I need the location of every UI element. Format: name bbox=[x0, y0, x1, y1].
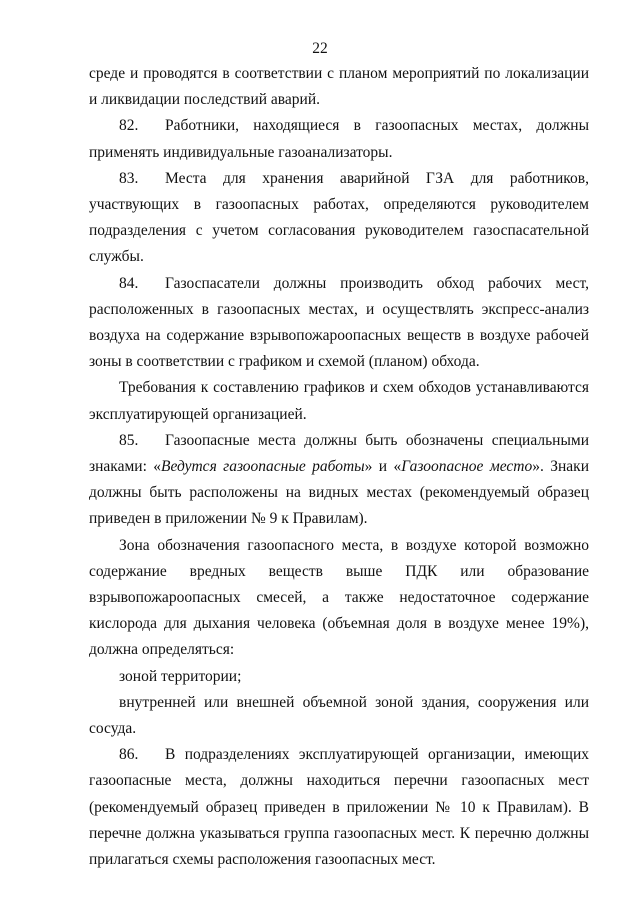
paragraph-82 bbox=[89, 113, 589, 165]
paragraph-83-text: Места для хранения аварийной ГЗА для работников, участвующих в газоопасных работах, определяются руководителем подразделения с учетом согласования руководителем газоспасательной службы. bbox=[89, 169, 589, 266]
body-text bbox=[89, 61, 589, 873]
paragraph-85-number: 85. bbox=[119, 431, 139, 449]
paragraph-86-text: В подразделениях эксплуатирующей организации, имеющих газоопасные места, должны находиться перечни газоопасных мест (рекомендуемый образец приведен в приложении № 10 к Правилам). В перечне должна указываться группа газоопасных мест. К перечню должны прилагаться схемы расположения газоопасных мест. bbox=[89, 746, 589, 869]
paragraph-84-text: Газоспасатели должны производить обход рабочих мест, расположенных в газоопасных местах, и осуществлять экспресс-анализ воздуха на содержание взрывопожароопасных веществ в воздухе рабочей зоны в соответствии с графиком и схемой (планом) обхода. bbox=[89, 274, 589, 371]
paragraph-83 bbox=[89, 166, 589, 271]
paragraph-85-text-c: ». Знаки должны быть расположены на видных местах (рекомендуемый образец приведен в приложении № 9 к Правилам). bbox=[89, 458, 589, 528]
paragraph-82-line1: Работники, находящиеся в газоопасных местах, должны bbox=[165, 117, 589, 135]
paragraph-85-text-b: » и « bbox=[364, 458, 402, 476]
sign-gas-hazardous-place: Газоопасное место bbox=[401, 458, 533, 476]
paragraph-84-requirements: Требования к составлению графиков и схем обходов устанавливаются эксплуатирующей организацией. bbox=[89, 379, 589, 423]
paragraph-86-number: 86. bbox=[119, 746, 139, 764]
paragraph-82-number: 82. bbox=[119, 117, 139, 135]
paragraph-84 bbox=[89, 271, 589, 376]
paragraph-continuation: среде и проводятся в соответствии с планом мероприятий по локализации и ликвидации последствий аварий. bbox=[89, 65, 589, 109]
page-number: 22 bbox=[312, 40, 328, 57]
paragraph-83-number: 83. bbox=[119, 169, 139, 187]
paragraph-85-territory-zone: зоной территории; bbox=[119, 667, 242, 685]
paragraph-85-zone: Зона обозначения газоопасного места, в воздухе которой возможно содержание вредных веществ выше ПДК или образование взрывопожароопасных смесей, а также недостаточное содержание кислорода для дыхания человека (объемная доля в воздухе менее 19%), должна определяться: bbox=[89, 536, 589, 659]
paragraph-82-rest: применять индивидуальные газоанализаторы. bbox=[89, 143, 393, 161]
sign-gas-works-in-progress: Ведутся газоопасные работы bbox=[161, 458, 365, 476]
paragraph-85-volume-zone: внутренней или внешней объемной зоной здания, сооружения или сосуда. bbox=[89, 693, 589, 738]
paragraph-85 bbox=[89, 428, 589, 533]
paragraph-84-number: 84. bbox=[119, 274, 139, 292]
paragraph-85-text-a: Газоопасные места должны быть обозначены специальными знаками: « bbox=[89, 431, 589, 476]
paragraph-86 bbox=[89, 742, 589, 873]
